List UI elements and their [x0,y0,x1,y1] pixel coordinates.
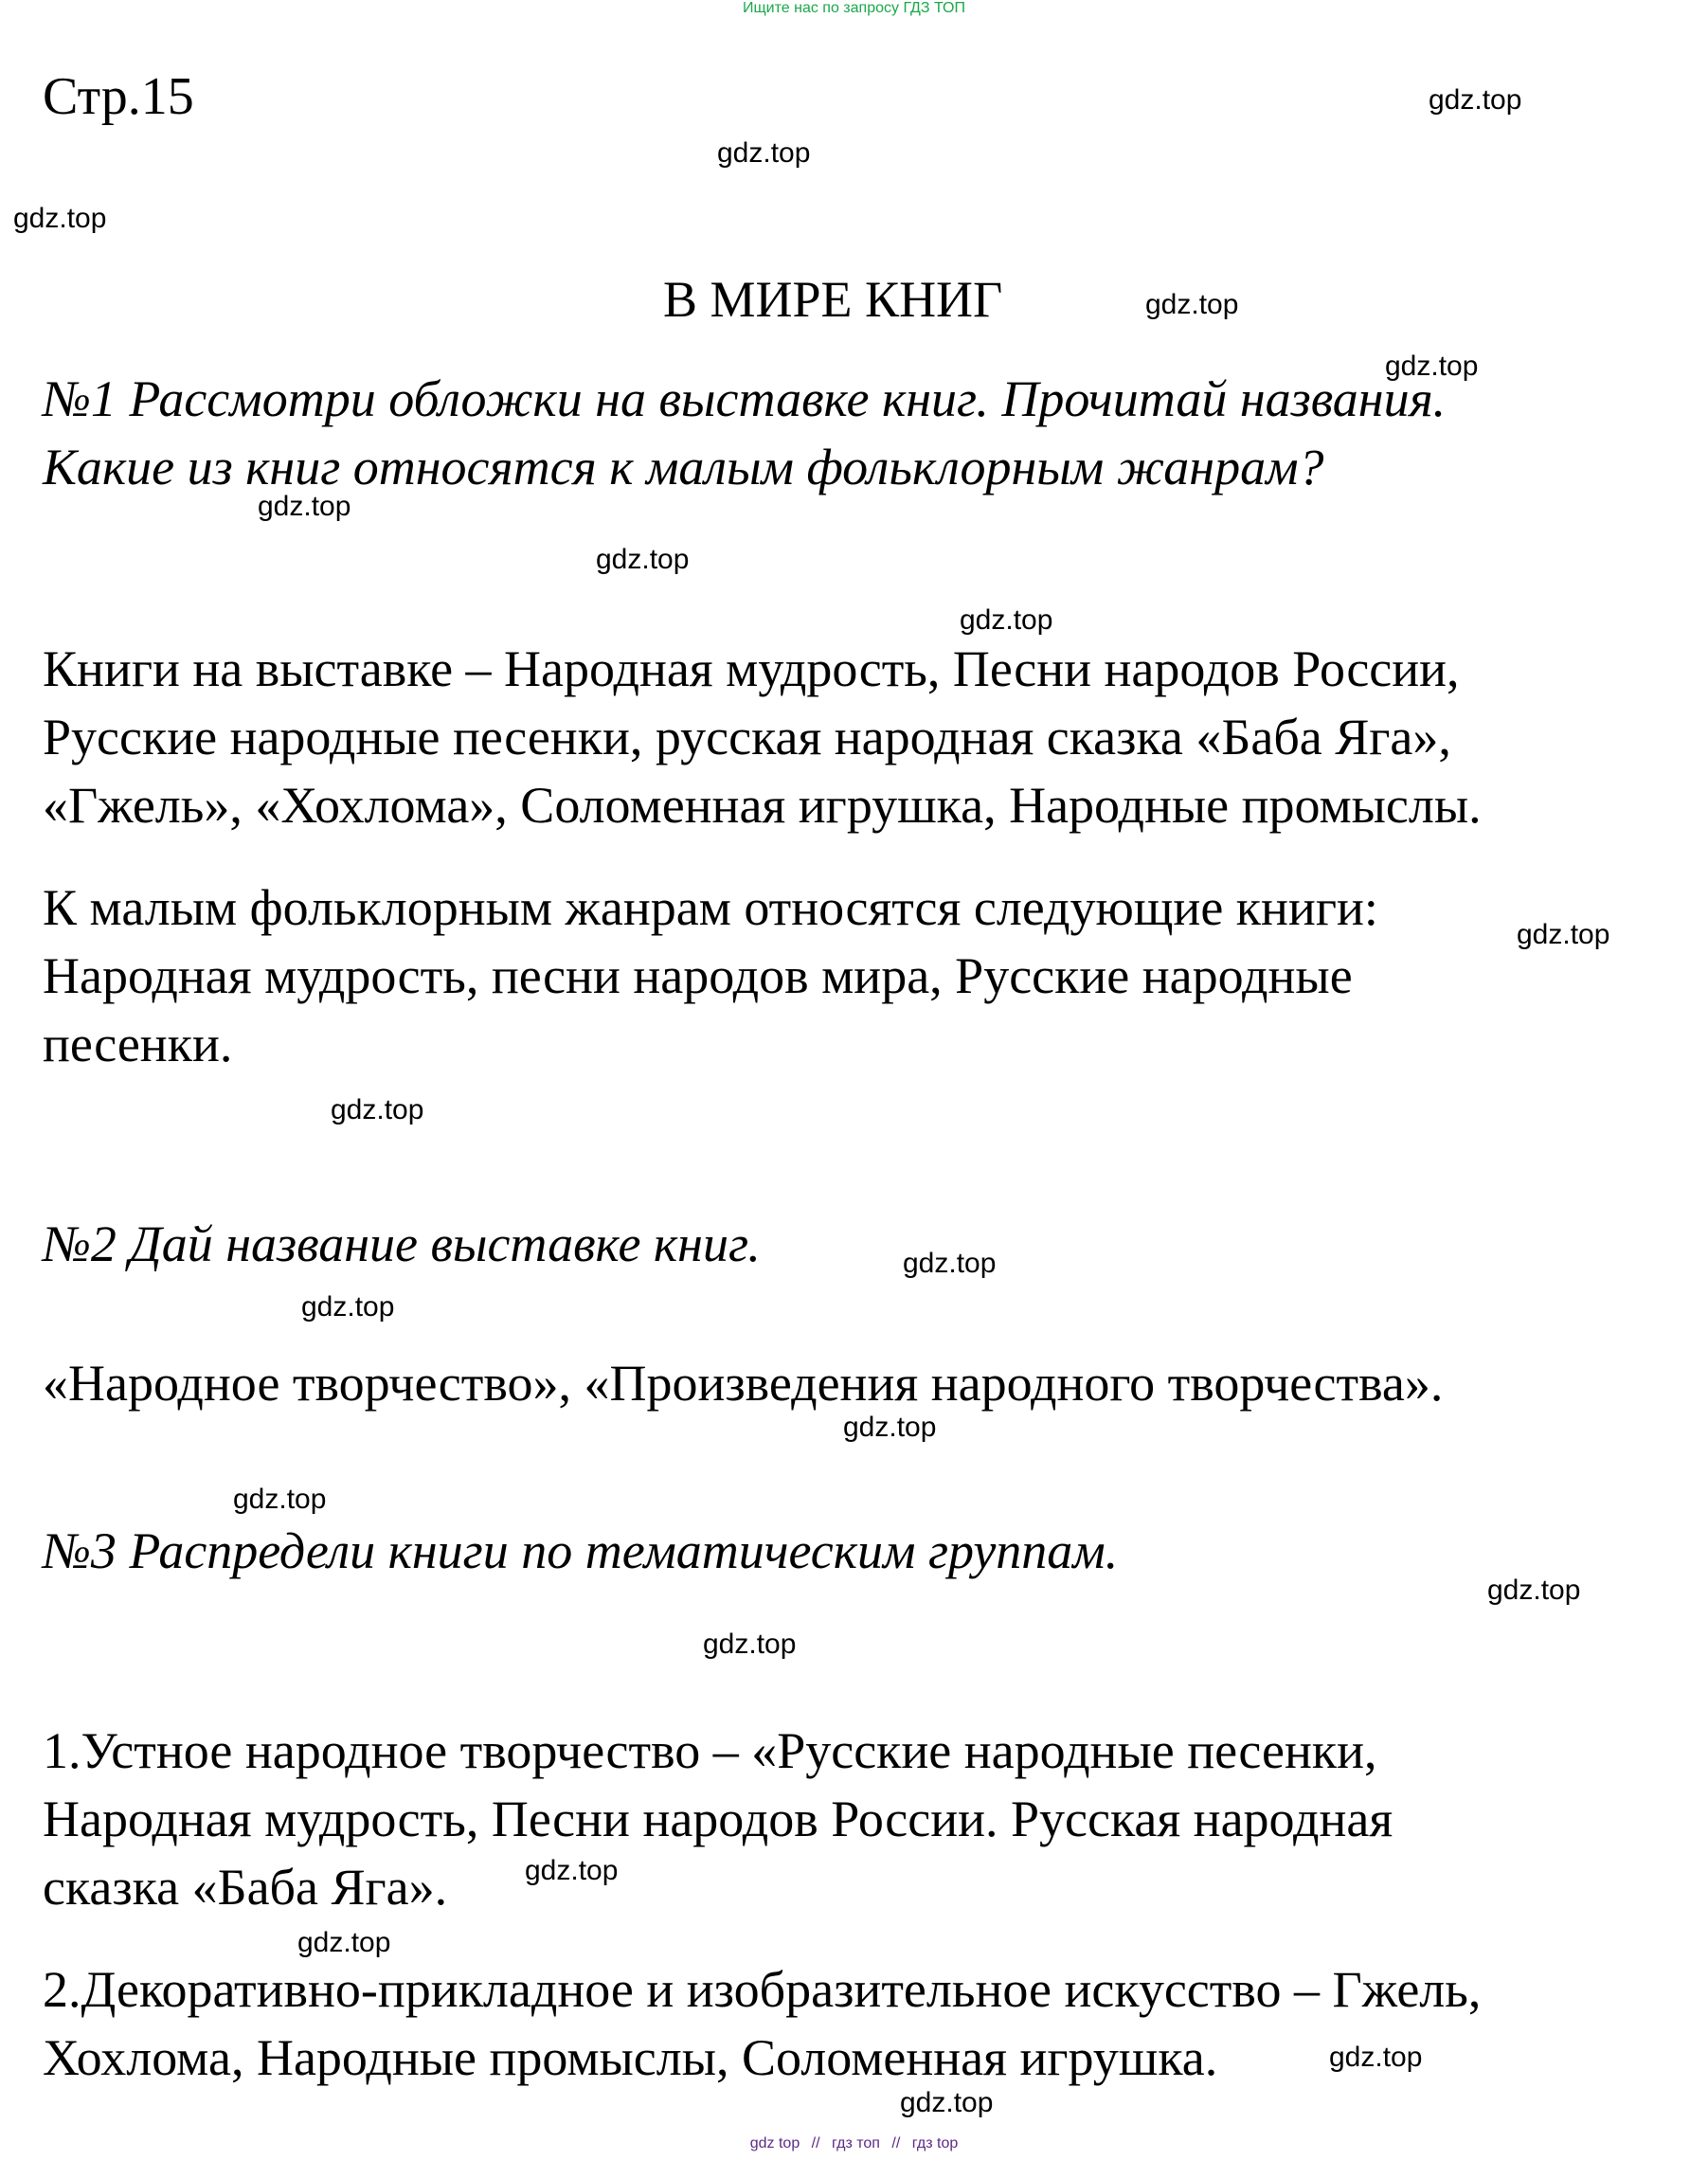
watermark: gdz.top [843,1412,937,1443]
watermark: gdz.top [301,1291,395,1323]
task1-answer1-line2: Русские народные песенки, русская народная сказка «Баба Яга», [43,709,1451,765]
watermark: gdz.top [297,1927,391,1958]
footer [0,2135,1708,2152]
watermark: gdz.top [1385,351,1479,382]
task3-group2-line2: Хохлома, Народные промыслы, Соломенная игрушка. [43,2029,1218,2086]
watermark: gdz.top [525,1855,619,1886]
footer-link-gdz-top[interactable]: gdz top [749,2135,800,2151]
watermark: gdz.top [596,544,690,575]
watermark: gdz.top [1145,289,1239,320]
footer-link-gdz-top-mixed[interactable]: гдз top [911,2135,959,2151]
task3-group1-line2: Народная мудрость, Песни народов России. Русская народная [43,1791,1393,1847]
task1-answer1-line1: Книги на выставке – Народная мудрость, Песни народов России, [43,640,1460,697]
footer-separator: // [811,2135,820,2151]
task3-group2-line1: 2.Декоративно-прикладное и изобразительное искусство – Гжель, [43,1961,1482,2018]
task1-answer2-line3: песенки. [43,1016,233,1072]
task2-question: №2 Дай название выставке книг. [43,1215,761,1272]
watermark: gdz.top [1487,1575,1581,1606]
footer-link-gdz-top-ru[interactable]: гдз топ [832,2135,880,2151]
task1-answer1-line3: «Гжель», «Хохлома», Соломенная игрушка, Народные промыслы. [43,777,1482,834]
task1-answer2-line1: К малым фольклорным жанрам относятся следующие книги: [43,879,1378,936]
watermark: gdz.top [703,1629,797,1660]
watermark: gdz.top [233,1484,327,1515]
task3-question: №3 Распредели книги по тематическим группам. [43,1522,1119,1579]
page-label: Стр.15 [43,67,194,126]
watermark: gdz.top [1517,919,1610,950]
watermark: gdz.top [717,137,811,169]
watermark: gdz.top [331,1094,424,1125]
footer-separator: // [891,2135,901,2151]
task1-question-line2: Какие из книг относятся к малым фольклорным жанрам? [43,439,1324,495]
task2-answer: «Народное творчество», «Произведения народного творчества». [43,1355,1444,1412]
watermark: gdz.top [13,203,107,234]
task1-question-line1: №1 Рассмотри обложки на выставке книг. Прочитай названия. [43,370,1447,427]
watermark: gdz.top [900,2087,994,2118]
watermark: gdz.top [258,491,351,522]
task3-group1-line3: сказка «Баба Яга». [43,1859,448,1916]
watermark: gdz.top [1429,84,1522,116]
top-note: Ищите нас по запросу ГДЗ ТОП [743,0,965,16]
watermark: gdz.top [960,604,1053,636]
task1-answer2-line2: Народная мудрость, песни народов мира, Русские народные [43,947,1353,1004]
watermark: gdz.top [903,1248,997,1279]
task3-group1-line1: 1.Устное народное творчество – «Русские народные песенки, [43,1722,1377,1779]
page-title: В МИРЕ КНИГ [663,271,1003,328]
watermark: gdz.top [1329,2042,1423,2073]
